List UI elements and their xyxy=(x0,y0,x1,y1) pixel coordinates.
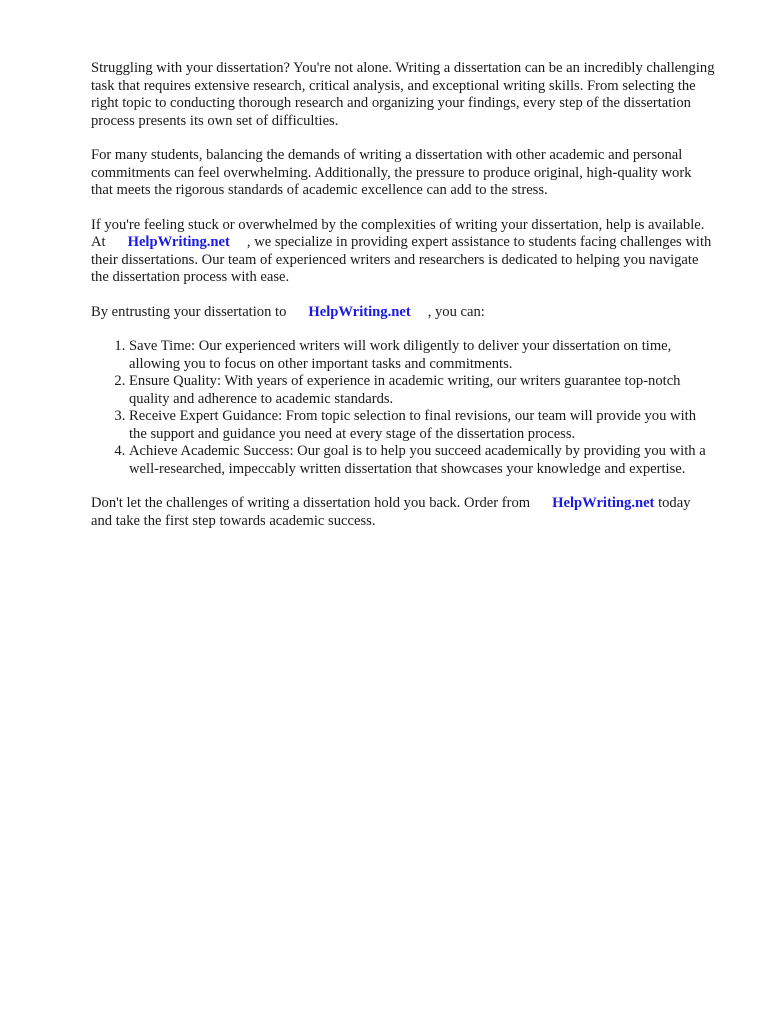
list-item: 3. Receive Expert Guidance: From topic selection to final revisions, our team will provide you with the support and guidance you need at every stage of the dissertation process. xyxy=(129,408,715,443)
helpwriting-link[interactable]: HelpWriting.net xyxy=(308,303,411,320)
paragraph-entrust xyxy=(91,304,715,322)
paragraph-closing xyxy=(91,495,715,530)
paragraph-help xyxy=(91,217,715,287)
helpwriting-link[interactable]: HelpWriting.net xyxy=(127,234,230,250)
helpwriting-link[interactable]: HelpWriting.net xyxy=(552,495,655,511)
paragraph-entrust-text-start: By entrusting your dissertation to xyxy=(91,303,287,320)
paragraph-help-text-end: , we specialize in providing expert assistance to students facing challenges with their dissertations. Our team of experienced writers and researchers is dedicated to helping you navigate the dissertation process with ease. xyxy=(91,234,712,285)
list-item: 2. Ensure Quality: With years of experience in academic writing, our writers guarantee top-notch quality and adherence to academic standards. xyxy=(129,373,715,408)
paragraph-closing-text-end: today and take the first step towards academic success. xyxy=(91,495,691,529)
paragraph-intro: Struggling with your dissertation? You're not alone. Writing a dissertation can be an incredibly challenging task that requires extensive research, critical analysis, and exceptional writing skills. From selecting the right topic to conducting thorough research and organizing your findings, every step of the dissertation process presents its own set of difficulties. xyxy=(91,60,715,129)
paragraph-closing-text-start: Don't let the challenges of writing a dissertation hold you back. Order from xyxy=(91,495,531,511)
paragraph-entrust-text-end: , you can: xyxy=(427,303,485,320)
list-item: 4. Achieve Academic Success: Our goal is to help you succeed academically by providing you with a well-researched, impeccably written dissertation that showcases your knowledge and expertise. xyxy=(129,443,715,478)
list-item: 1. Save Time: Our experienced writers will work diligently to deliver your dissertation on time, allowing you to focus on other important tasks and commitments. xyxy=(129,338,715,373)
paragraph-help-text-start: If you're feeling stuck or overwhelmed by the complexities of writing your dissertation, help is available. At xyxy=(91,216,705,250)
paragraph-balance: For many students, balancing the demands of writing a dissertation with other academic and personal commitments can feel overwhelming. Additionally, the pressure to produce original, high-quality work that meets the rigorous standards of academic excellence can add to the stress. xyxy=(91,147,692,198)
document-body xyxy=(91,60,715,547)
benefits-list xyxy=(91,338,715,478)
